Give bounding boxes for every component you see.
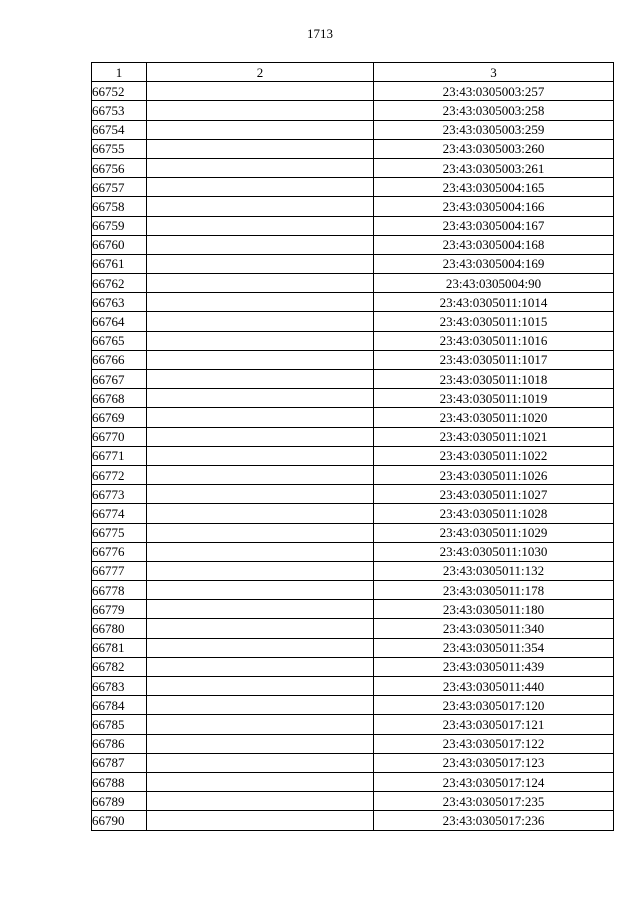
blank-cell	[147, 274, 374, 293]
cadastral-number-cell: 23:43:0305011:1019	[374, 389, 614, 408]
cadastral-number-cell: 23:43:0305011:1029	[374, 523, 614, 542]
blank-cell	[147, 715, 374, 734]
row-number-cell: 66781	[92, 638, 147, 657]
cadastral-number-cell: 23:43:0305003:258	[374, 101, 614, 120]
row-number-cell: 66777	[92, 561, 147, 580]
row-number-cell: 66756	[92, 158, 147, 177]
cadastral-number-cell: 23:43:0305011:1018	[374, 370, 614, 389]
table-row	[92, 158, 614, 177]
row-number-cell: 66763	[92, 293, 147, 312]
row-number-cell: 66771	[92, 446, 147, 465]
cadastral-number-cell: 23:43:0305017:122	[374, 734, 614, 753]
table-row	[92, 312, 614, 331]
row-number-cell: 66757	[92, 178, 147, 197]
header-col-3: 3	[374, 63, 614, 82]
blank-cell	[147, 753, 374, 772]
blank-cell	[147, 158, 374, 177]
row-number-cell: 66754	[92, 120, 147, 139]
blank-cell	[147, 216, 374, 235]
row-number-cell: 66769	[92, 408, 147, 427]
blank-cell	[147, 197, 374, 216]
table-row	[92, 216, 614, 235]
blank-cell	[147, 638, 374, 657]
cadastral-number-cell: 23:43:0305017:235	[374, 792, 614, 811]
row-number-cell: 66768	[92, 389, 147, 408]
blank-cell	[147, 235, 374, 254]
row-number-cell: 66775	[92, 523, 147, 542]
table-row	[92, 600, 614, 619]
blank-cell	[147, 427, 374, 446]
row-number-cell: 66766	[92, 350, 147, 369]
blank-cell	[147, 312, 374, 331]
row-number-cell: 66776	[92, 542, 147, 561]
cadastral-number-cell: 23:43:0305011:354	[374, 638, 614, 657]
row-number-cell: 66778	[92, 581, 147, 600]
blank-cell	[147, 696, 374, 715]
table-row	[92, 696, 614, 715]
table-row	[92, 734, 614, 753]
table-row	[92, 331, 614, 350]
blank-cell	[147, 600, 374, 619]
table-row	[92, 792, 614, 811]
row-number-cell: 66788	[92, 772, 147, 791]
blank-cell	[147, 350, 374, 369]
row-number-cell: 66760	[92, 235, 147, 254]
row-number-cell: 66765	[92, 331, 147, 350]
blank-cell	[147, 389, 374, 408]
table-row	[92, 139, 614, 158]
cadastral-number-cell: 23:43:0305004:90	[374, 274, 614, 293]
cadastral-number-cell: 23:43:0305017:121	[374, 715, 614, 734]
table-row	[92, 82, 614, 101]
blank-cell	[147, 485, 374, 504]
table-header	[92, 63, 614, 82]
cadastral-number-cell: 23:43:0305011:1014	[374, 293, 614, 312]
registry-table	[91, 62, 614, 831]
row-number-cell: 66761	[92, 254, 147, 273]
cadastral-number-cell: 23:43:0305017:236	[374, 811, 614, 830]
cadastral-number-cell: 23:43:0305011:439	[374, 657, 614, 676]
table-row	[92, 638, 614, 657]
row-number-cell: 66767	[92, 370, 147, 389]
table-row	[92, 542, 614, 561]
page-number: 1713	[307, 26, 333, 41]
header-col-2: 2	[147, 63, 374, 82]
cadastral-number-cell: 23:43:0305011:1015	[374, 312, 614, 331]
cadastral-number-cell: 23:43:0305003:261	[374, 158, 614, 177]
row-number-cell: 66784	[92, 696, 147, 715]
blank-cell	[147, 542, 374, 561]
blank-cell	[147, 677, 374, 696]
cadastral-number-cell: 23:43:0305011:180	[374, 600, 614, 619]
table-row	[92, 619, 614, 638]
row-number-cell: 66762	[92, 274, 147, 293]
table-row	[92, 389, 614, 408]
table-row	[92, 523, 614, 542]
cadastral-number-cell: 23:43:0305004:168	[374, 235, 614, 254]
blank-cell	[147, 811, 374, 830]
blank-cell	[147, 120, 374, 139]
header-row	[92, 63, 614, 82]
row-number-cell: 66755	[92, 139, 147, 158]
cadastral-number-cell: 23:43:0305011:440	[374, 677, 614, 696]
table-row	[92, 446, 614, 465]
blank-cell	[147, 734, 374, 753]
cadastral-number-cell: 23:43:0305004:165	[374, 178, 614, 197]
blank-cell	[147, 370, 374, 389]
table-row	[92, 677, 614, 696]
cadastral-number-cell: 23:43:0305011:178	[374, 581, 614, 600]
table-row	[92, 715, 614, 734]
cadastral-number-cell: 23:43:0305011:1021	[374, 427, 614, 446]
row-number-cell: 66789	[92, 792, 147, 811]
table-row	[92, 370, 614, 389]
table-row	[92, 561, 614, 580]
table-row	[92, 811, 614, 830]
header-col-1: 1	[92, 63, 147, 82]
cadastral-number-cell: 23:43:0305011:132	[374, 561, 614, 580]
cadastral-number-cell: 23:43:0305003:259	[374, 120, 614, 139]
row-number-cell: 66774	[92, 504, 147, 523]
table-row	[92, 465, 614, 484]
table-row	[92, 427, 614, 446]
cadastral-number-cell: 23:43:0305011:1030	[374, 542, 614, 561]
table-row	[92, 235, 614, 254]
row-number-cell: 66783	[92, 677, 147, 696]
blank-cell	[147, 581, 374, 600]
cadastral-number-cell: 23:43:0305011:1027	[374, 485, 614, 504]
table-row	[92, 274, 614, 293]
blank-cell	[147, 139, 374, 158]
blank-cell	[147, 101, 374, 120]
blank-cell	[147, 446, 374, 465]
table-row	[92, 178, 614, 197]
row-number-cell: 66780	[92, 619, 147, 638]
blank-cell	[147, 523, 374, 542]
cadastral-number-cell: 23:43:0305017:123	[374, 753, 614, 772]
blank-cell	[147, 772, 374, 791]
cadastral-number-cell: 23:43:0305004:166	[374, 197, 614, 216]
cadastral-number-cell: 23:43:0305011:1022	[374, 446, 614, 465]
cadastral-number-cell: 23:43:0305003:260	[374, 139, 614, 158]
blank-cell	[147, 254, 374, 273]
blank-cell	[147, 178, 374, 197]
blank-cell	[147, 82, 374, 101]
row-number-cell: 66764	[92, 312, 147, 331]
table-row	[92, 485, 614, 504]
cadastral-number-cell: 23:43:0305004:167	[374, 216, 614, 235]
cadastral-number-cell: 23:43:0305017:124	[374, 772, 614, 791]
row-number-cell: 66779	[92, 600, 147, 619]
blank-cell	[147, 792, 374, 811]
cadastral-number-cell: 23:43:0305003:257	[374, 82, 614, 101]
table-row	[92, 504, 614, 523]
row-number-cell: 66770	[92, 427, 147, 446]
row-number-cell: 66752	[92, 82, 147, 101]
row-number-cell: 66787	[92, 753, 147, 772]
table-row	[92, 408, 614, 427]
cadastral-number-cell: 23:43:0305011:1028	[374, 504, 614, 523]
blank-cell	[147, 504, 374, 523]
row-number-cell: 66758	[92, 197, 147, 216]
cadastral-number-cell: 23:43:0305017:120	[374, 696, 614, 715]
table-body	[92, 82, 614, 830]
row-number-cell: 66782	[92, 657, 147, 676]
blank-cell	[147, 465, 374, 484]
table-row	[92, 753, 614, 772]
cadastral-number-cell: 23:43:0305011:1026	[374, 465, 614, 484]
cadastral-number-cell: 23:43:0305011:340	[374, 619, 614, 638]
row-number-cell: 66785	[92, 715, 147, 734]
cadastral-number-cell: 23:43:0305011:1017	[374, 350, 614, 369]
cadastral-number-cell: 23:43:0305004:169	[374, 254, 614, 273]
table-row	[92, 350, 614, 369]
row-number-cell: 66786	[92, 734, 147, 753]
blank-cell	[147, 331, 374, 350]
table-row	[92, 657, 614, 676]
blank-cell	[147, 293, 374, 312]
row-number-cell: 66753	[92, 101, 147, 120]
cadastral-number-cell: 23:43:0305011:1016	[374, 331, 614, 350]
row-number-cell: 66772	[92, 465, 147, 484]
table-row	[92, 581, 614, 600]
row-number-cell: 66773	[92, 485, 147, 504]
table-row	[92, 772, 614, 791]
row-number-cell: 66759	[92, 216, 147, 235]
table-row	[92, 120, 614, 139]
blank-cell	[147, 408, 374, 427]
cadastral-number-cell: 23:43:0305011:1020	[374, 408, 614, 427]
blank-cell	[147, 657, 374, 676]
table-row	[92, 197, 614, 216]
table-row	[92, 254, 614, 273]
table-row	[92, 101, 614, 120]
blank-cell	[147, 561, 374, 580]
blank-cell	[147, 619, 374, 638]
row-number-cell: 66790	[92, 811, 147, 830]
table-row	[92, 293, 614, 312]
